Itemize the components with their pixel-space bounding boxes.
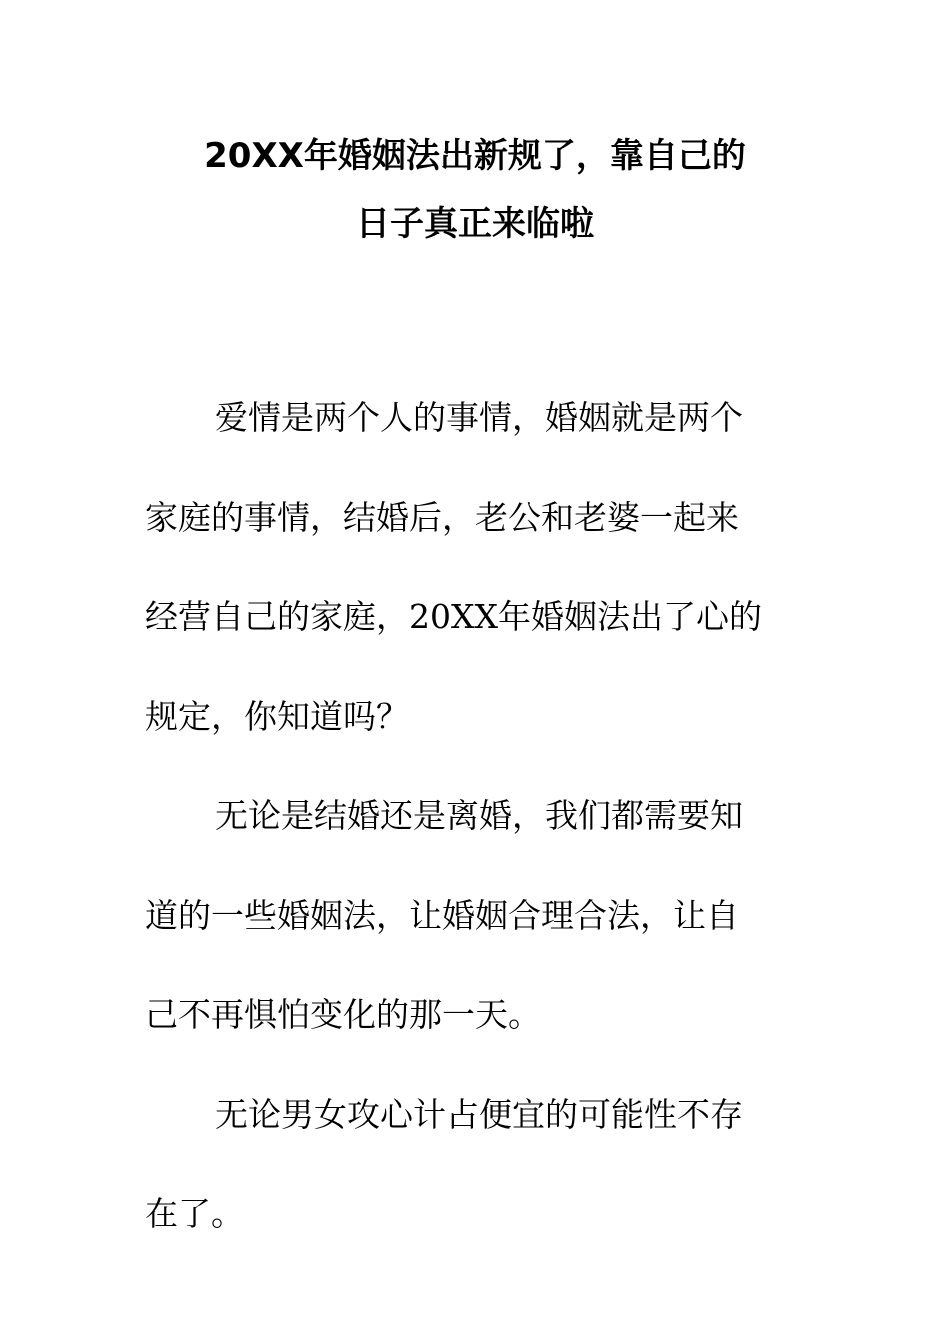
paragraph-3	[145, 1065, 795, 1264]
paragraph-line: 规定，你知道吗？	[145, 696, 409, 736]
document-body	[145, 368, 795, 1264]
document-title	[140, 122, 810, 258]
paragraph-line: 在了。	[145, 1194, 244, 1233]
paragraph-1	[145, 368, 795, 766]
paragraph-line: 无论是结婚还是离婚，我们都需要知	[215, 796, 743, 835]
title-line: 20XX年婚姻法出新规了，靠自己的	[204, 136, 746, 176]
paragraph-line: 己不再惧怕变化的那一天。	[145, 995, 541, 1034]
paragraph-line: 爱情是两个人的事情，婚姻就是两个	[215, 398, 743, 437]
paragraph-line: 道的一些婚姻法，让婚姻合理合法，让自	[145, 895, 739, 935]
paragraph-line: 家庭的事情，结婚后，老公和老婆一起来	[145, 497, 739, 537]
paragraph-line: 无论男女攻心计占便宜的可能性不存	[215, 1094, 743, 1134]
paragraph-2	[145, 766, 795, 1065]
paragraph-line: 经营自己的家庭，20XX年婚姻法出了心的	[145, 597, 762, 636]
title-line: 日子真正来临啦	[356, 204, 594, 244]
